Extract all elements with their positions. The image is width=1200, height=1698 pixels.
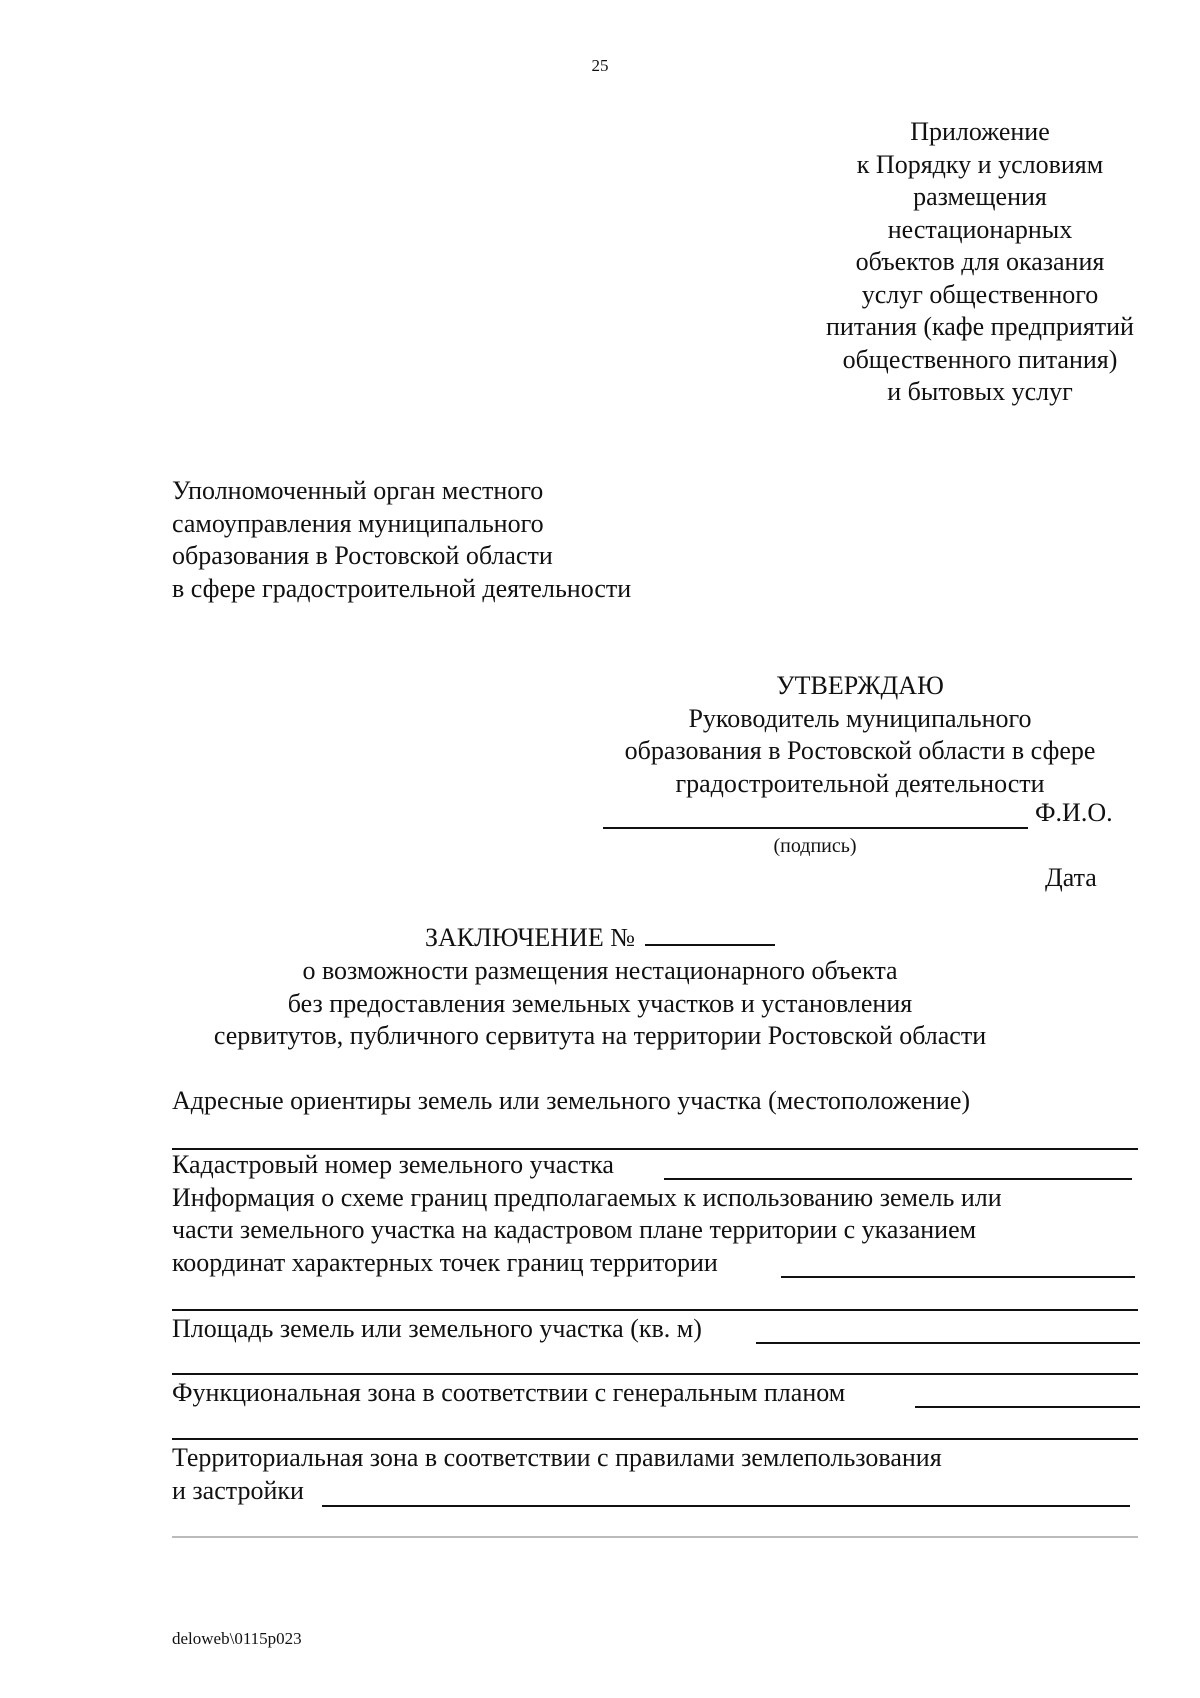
approval-heading: УТВЕРЖДАЮ <box>776 671 944 700</box>
address-label: Адресные ориентиры земель или земельного участка (местоположение) <box>172 1086 971 1115</box>
authority-block <box>172 475 631 605</box>
footer-code: deloweb\0115p023 <box>172 1629 302 1648</box>
fio-label: Ф.И.О. <box>1035 798 1113 827</box>
approval-block <box>600 670 1120 800</box>
functional-zone-blank-line[interactable] <box>915 1406 1140 1408</box>
functional-zone-label: Функциональная зона в соответствии с генеральным планом <box>172 1378 846 1407</box>
appendix-line: объектов для оказания <box>855 247 1105 276</box>
territorial-zone-line: Территориальная зона в соответствии с правилами землепользования <box>172 1443 942 1472</box>
approval-line: образования в Ростовской области в сфере <box>624 736 1096 765</box>
territorial-zone-blank-line[interactable] <box>322 1505 1130 1507</box>
conclusion-subtitle-line: сервитутов, публичного сервитута на территории Ростовской области <box>213 1021 987 1050</box>
scheme-line: части земельного участка на кадастровом плане территории с указанием <box>172 1215 977 1244</box>
appendix-block <box>780 116 1180 409</box>
cadastral-label: Кадастровый номер земельного участка <box>172 1150 614 1179</box>
appendix-line: к Порядку и условиям <box>856 149 1104 179</box>
authority-line: образования в Ростовской области <box>172 541 553 570</box>
appendix-line: общественного питания) <box>842 344 1118 374</box>
appendix-line: размещения <box>913 182 1047 211</box>
date-label: Дата <box>1045 863 1097 892</box>
functional-zone-blank-line-2[interactable] <box>172 1438 1138 1440</box>
approval-line: Руководитель муниципального <box>688 703 1032 733</box>
area-blank-line-2[interactable] <box>172 1373 1138 1375</box>
conclusion-subtitle-line: о возможности размещения нестационарного объекта <box>302 956 898 985</box>
scheme-line: Информация о схеме границ предполагаемых к использованию земель или <box>172 1183 1002 1212</box>
appendix-line: нестационарных <box>887 214 1073 244</box>
cadastral-blank-line[interactable] <box>664 1178 1132 1180</box>
area-blank-line[interactable] <box>756 1342 1140 1344</box>
appendix-line: питания (кафе предприятий <box>826 312 1134 341</box>
bottom-divider <box>172 1536 1138 1538</box>
scheme-line: координат характерных точек границ территории <box>172 1248 718 1277</box>
signature-line[interactable] <box>603 827 1028 829</box>
authority-line: самоуправления муниципального <box>172 508 544 538</box>
conclusion-title-row <box>150 922 1050 955</box>
conclusion-subtitle-line: без предоставления земельных участков и установления <box>287 988 913 1018</box>
scheme-blank-line-2[interactable] <box>172 1309 1138 1311</box>
conclusion-number-blank[interactable] <box>645 924 775 946</box>
approval-line: градостроительной деятельности <box>675 768 1045 798</box>
conclusion-title: ЗАКЛЮЧЕНИЕ № <box>424 923 636 952</box>
conclusion-subtitle <box>150 955 1050 1053</box>
appendix-line: и бытовых услуг <box>887 377 1073 406</box>
area-label: Площадь земель или земельного участка (кв. м) <box>172 1314 702 1343</box>
authority-line: Уполномоченный орган местного <box>172 476 544 505</box>
authority-line: в сфере градостроительной деятельности <box>172 573 632 603</box>
appendix-line: Приложение <box>910 117 1050 146</box>
appendix-line: услуг общественного <box>861 279 1099 309</box>
page-number: 25 <box>591 56 609 75</box>
signature-caption: (подпись) <box>773 835 857 857</box>
scheme-blank-line[interactable] <box>781 1276 1135 1278</box>
territorial-zone-line: и застройки <box>172 1476 304 1505</box>
